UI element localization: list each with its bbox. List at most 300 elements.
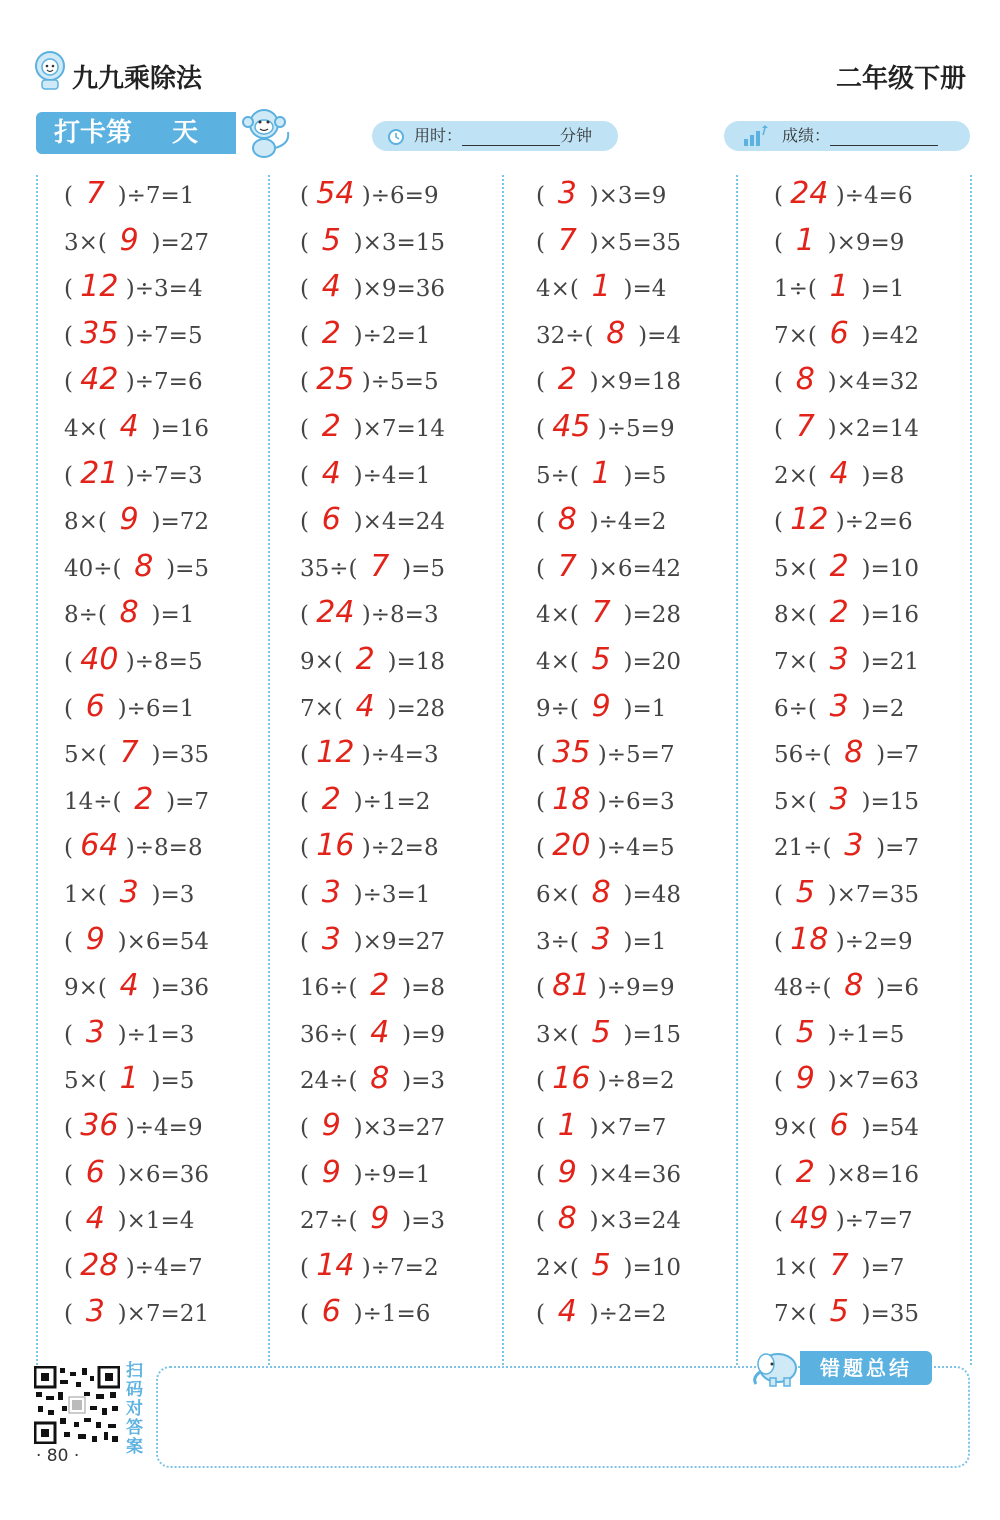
- problem-prefix: 21÷(: [774, 835, 839, 862]
- answer-blank[interactable]: 4: [321, 269, 341, 305]
- problem-prefix: (: [300, 462, 317, 489]
- problem-item: [774, 358, 919, 402]
- problem-item: [536, 545, 681, 589]
- problem-prefix: 3×(: [536, 1021, 587, 1048]
- problem-prefix: (: [64, 183, 81, 209]
- problem-suffix: )÷2=1: [346, 322, 431, 349]
- answer-blank[interactable]: 25: [316, 362, 355, 398]
- time-blank[interactable]: [462, 127, 560, 146]
- problem-suffix: )×7=63: [820, 1068, 920, 1095]
- answer-blank[interactable]: 8: [557, 1201, 577, 1237]
- problem-suffix: )=4: [616, 276, 667, 303]
- answer-blank[interactable]: 8: [606, 315, 626, 351]
- problem-item: [300, 1057, 445, 1101]
- problem-prefix: 24÷(: [300, 1068, 365, 1095]
- problem-suffix: )=42: [854, 322, 920, 349]
- problem-prefix: (: [64, 322, 81, 349]
- problem-suffix: )÷5=7: [590, 742, 675, 769]
- column-divider: [736, 175, 738, 1365]
- problem-prefix: (: [774, 183, 791, 209]
- problem-item: [536, 1290, 666, 1334]
- problem-suffix: )×9=18: [582, 369, 682, 396]
- answer-blank[interactable]: 7: [557, 222, 577, 258]
- answer-blank[interactable]: 2: [829, 548, 849, 584]
- problem-item: [64, 452, 203, 496]
- problem-suffix: )×3=27: [346, 1115, 446, 1141]
- lion-logo-icon: [32, 50, 68, 90]
- answer-blank[interactable]: 5: [591, 1014, 611, 1050]
- problem-item: [300, 731, 439, 775]
- problem-suffix: )=7: [854, 1254, 905, 1281]
- problem-suffix: )×3=15: [346, 229, 446, 256]
- problem-prefix: (: [300, 742, 317, 769]
- answer-blank[interactable]: 18: [552, 781, 591, 817]
- qr-code-icon[interactable]: [34, 1366, 120, 1444]
- answer-blank[interactable]: 14: [316, 1247, 355, 1283]
- problem-item: [64, 545, 209, 589]
- problem-prefix: 7×(: [774, 649, 825, 675]
- problem-prefix: (: [536, 835, 553, 862]
- problem-suffix: )×3=9: [582, 183, 667, 209]
- problem-prefix: 8×(: [774, 602, 825, 629]
- score-blank[interactable]: [830, 127, 938, 146]
- answer-blank[interactable]: 20: [552, 828, 591, 864]
- answer-blank[interactable]: 3: [591, 921, 611, 957]
- problem-prefix: (: [300, 602, 317, 629]
- answer-blank[interactable]: 7: [557, 548, 577, 584]
- problem-suffix: )=28: [380, 695, 446, 722]
- answer-blank[interactable]: 8: [370, 1061, 390, 1097]
- problem-suffix: )÷1=5: [820, 1021, 905, 1048]
- problem-item: [300, 638, 445, 682]
- problem-prefix: (: [300, 229, 317, 256]
- answer-blank[interactable]: 16: [316, 828, 355, 864]
- problem-prefix: (: [64, 1161, 81, 1188]
- problem-item: [536, 824, 675, 868]
- problem-item: [300, 312, 430, 356]
- problem-suffix: )÷2=2: [582, 1301, 667, 1328]
- answer-blank[interactable]: 7: [795, 409, 815, 444]
- problem-suffix: )=7: [868, 835, 920, 862]
- answer-blank[interactable]: 7: [591, 595, 611, 631]
- answer-blank[interactable]: 1: [591, 269, 611, 305]
- problem-suffix: )×9=27: [346, 928, 446, 955]
- problem-suffix: )÷4=1: [346, 462, 431, 489]
- problem-suffix: )=8: [854, 462, 905, 489]
- answer-blank[interactable]: 1: [119, 1061, 139, 1097]
- problem-prefix: (: [64, 1115, 81, 1141]
- answer-blank[interactable]: 6: [829, 315, 849, 351]
- answer-blank[interactable]: 2: [557, 362, 577, 398]
- answer-blank[interactable]: 54: [316, 176, 355, 211]
- problem-suffix: )×7=7: [582, 1115, 667, 1141]
- check-in-banner: [36, 112, 236, 154]
- problem-item: [64, 638, 203, 682]
- answer-blank[interactable]: 9: [591, 688, 611, 724]
- problem-prefix: 1÷(: [774, 276, 825, 303]
- answer-blank[interactable]: 4: [85, 1201, 105, 1237]
- problem-item: [536, 358, 681, 402]
- problem-item: [300, 172, 439, 216]
- answer-blank[interactable]: 1: [557, 1108, 577, 1143]
- problem-prefix: (: [64, 1301, 81, 1328]
- problem-item: [64, 1151, 209, 1195]
- answer-blank[interactable]: 4: [355, 688, 375, 724]
- problem-prefix: 4×(: [536, 649, 587, 675]
- answer-blank[interactable]: 6: [829, 1108, 849, 1143]
- problem-item: [300, 1244, 439, 1288]
- problem-item: [64, 1290, 209, 1334]
- answer-blank[interactable]: 2: [829, 595, 849, 631]
- problem-suffix: )=5: [144, 1068, 195, 1095]
- problem-suffix: )÷6=9: [354, 183, 439, 209]
- problem-item: [774, 1244, 904, 1288]
- answer-blank[interactable]: 3: [321, 921, 341, 957]
- answer-blank[interactable]: 5: [795, 1014, 815, 1050]
- problem-prefix: 5×(: [774, 788, 825, 815]
- problem-item: [64, 172, 194, 216]
- problem-suffix: )÷1=3: [110, 1021, 195, 1048]
- answer-blank[interactable]: 24: [316, 595, 355, 631]
- problem-item: [300, 1197, 445, 1241]
- clock-icon: [386, 126, 406, 146]
- problem-item: [536, 638, 681, 682]
- answer-blank[interactable]: 40: [80, 642, 119, 677]
- answer-blank[interactable]: 12: [80, 269, 119, 305]
- answer-blank[interactable]: 9: [85, 921, 105, 957]
- problem-prefix: 8×(: [64, 509, 115, 536]
- answer-blank[interactable]: 4: [370, 1014, 390, 1050]
- problem-item: [774, 1104, 919, 1148]
- problem-prefix: 9×(: [300, 649, 351, 675]
- problem-suffix: )÷3=1: [346, 882, 431, 908]
- problem-prefix: (: [64, 835, 81, 862]
- problem-item: [536, 1197, 681, 1241]
- problem-suffix: )=2: [854, 695, 905, 722]
- answer-blank[interactable]: 9: [557, 1154, 577, 1190]
- answer-blank[interactable]: 5: [829, 1294, 849, 1330]
- answer-blank[interactable]: 5: [591, 642, 611, 677]
- problem-suffix: )=15: [616, 1021, 682, 1048]
- problem-item: [774, 1197, 913, 1241]
- problem-item: [774, 312, 919, 356]
- problem-item: [774, 871, 919, 915]
- problem-suffix: )=1: [854, 276, 905, 303]
- problem-item: [64, 918, 209, 962]
- answer-blank[interactable]: 3: [829, 642, 849, 677]
- problem-suffix: )÷5=5: [354, 369, 439, 396]
- problem-suffix: )×8=16: [820, 1161, 920, 1188]
- problem-suffix: )=9: [394, 1021, 446, 1048]
- answer-blank[interactable]: 4: [557, 1294, 577, 1330]
- problem-prefix: (: [774, 928, 791, 955]
- problem-prefix: (: [300, 183, 317, 209]
- answer-blank[interactable]: 3: [844, 828, 864, 864]
- problem-suffix: )÷8=8: [118, 835, 203, 862]
- answer-blank[interactable]: 1: [829, 269, 849, 305]
- problem-prefix: (: [774, 416, 791, 442]
- answer-blank[interactable]: 6: [321, 1294, 341, 1330]
- answer-blank[interactable]: 3: [85, 1294, 105, 1330]
- answer-blank[interactable]: 2: [321, 781, 341, 817]
- problem-prefix: 5×(: [64, 1068, 115, 1095]
- answer-blank[interactable]: 8: [844, 735, 864, 771]
- time-field[interactable]: [372, 121, 618, 151]
- answer-blank[interactable]: 9: [119, 222, 139, 258]
- problem-prefix: 6×(: [536, 882, 587, 908]
- answer-blank[interactable]: 8: [119, 595, 139, 631]
- problem-suffix: )÷7=3: [118, 462, 203, 489]
- answer-blank[interactable]: 9: [321, 1154, 341, 1190]
- answer-blank[interactable]: 81: [552, 968, 591, 1004]
- problem-item: [536, 1151, 681, 1195]
- answer-blank[interactable]: 28: [80, 1247, 119, 1283]
- problem-suffix: )=54: [854, 1115, 920, 1141]
- problem-item: [300, 964, 445, 1008]
- answer-blank[interactable]: 7: [370, 548, 390, 584]
- problem-suffix: )=1: [616, 928, 667, 955]
- problem-prefix: (: [536, 1068, 553, 1095]
- answer-blank[interactable]: 6: [85, 1154, 105, 1190]
- answer-blank[interactable]: 2: [355, 642, 375, 677]
- problem-prefix: (: [536, 369, 553, 396]
- answer-blank[interactable]: 3: [829, 781, 849, 817]
- answer-blank[interactable]: 8: [795, 362, 815, 398]
- problem-item: [774, 265, 904, 309]
- answer-blank[interactable]: 2: [370, 968, 390, 1004]
- problem-suffix: )=18: [380, 649, 446, 675]
- problem-item: [64, 871, 194, 915]
- problem-suffix: )÷3=4: [118, 276, 203, 303]
- problem-prefix: 40÷(: [64, 555, 129, 582]
- answer-blank[interactable]: 2: [134, 781, 154, 817]
- problem-suffix: )÷8=2: [590, 1068, 675, 1095]
- score-label: 成绩：: [782, 126, 831, 145]
- answer-blank[interactable]: 2: [795, 1154, 815, 1190]
- problem-item: [64, 1104, 203, 1148]
- problem-item: [64, 964, 209, 1008]
- problem-suffix: )÷7=6: [118, 369, 203, 396]
- answer-blank[interactable]: 3: [119, 875, 139, 910]
- problem-prefix: (: [300, 509, 317, 536]
- answer-blank[interactable]: 4: [119, 409, 139, 444]
- problem-item: [774, 685, 904, 729]
- problem-suffix: )=3: [144, 882, 195, 908]
- check-in-label: 打卡第: [54, 118, 133, 148]
- problem-item: [774, 1290, 919, 1334]
- problem-suffix: )×4=24: [346, 509, 446, 536]
- answer-blank[interactable]: 3: [557, 176, 577, 211]
- problem-item: [300, 1151, 430, 1195]
- problem-item: [300, 219, 445, 263]
- answer-blank[interactable]: 7: [85, 176, 105, 211]
- problem-prefix: (: [536, 1115, 553, 1141]
- problem-prefix: (: [536, 975, 553, 1002]
- problem-prefix: (: [536, 555, 553, 582]
- answer-blank[interactable]: 5: [591, 1247, 611, 1283]
- problem-suffix: )=7: [868, 742, 920, 769]
- problem-suffix: )×5=35: [582, 229, 682, 256]
- answer-blank[interactable]: 42: [80, 362, 119, 398]
- problem-suffix: )×4=36: [582, 1161, 682, 1188]
- problem-prefix: 35÷(: [300, 555, 365, 582]
- problem-suffix: )=7: [158, 788, 210, 815]
- problem-suffix: )×4=32: [820, 369, 920, 396]
- problem-item: [774, 824, 919, 868]
- answer-blank[interactable]: 9: [321, 1108, 341, 1143]
- answer-blank[interactable]: 9: [795, 1061, 815, 1097]
- answer-blank[interactable]: 1: [591, 455, 611, 491]
- answer-blank[interactable]: 5: [795, 875, 815, 910]
- problem-suffix: )÷1=6: [346, 1301, 431, 1328]
- problem-item: [774, 731, 919, 775]
- problem-item: [300, 498, 445, 542]
- answer-blank[interactable]: 6: [321, 502, 341, 538]
- answer-blank[interactable]: 12: [316, 735, 355, 771]
- answer-blank[interactable]: 45: [552, 409, 591, 444]
- problem-suffix: )=4: [630, 322, 682, 349]
- problem-suffix: )÷6=3: [590, 788, 675, 815]
- problem-item: [774, 219, 904, 263]
- problem-prefix: (: [536, 509, 553, 536]
- problem-suffix: )÷4=2: [582, 509, 667, 536]
- problem-prefix: 32÷(: [536, 322, 601, 349]
- problem-item: [300, 824, 439, 868]
- problem-item: [64, 824, 203, 868]
- problem-item: [300, 1290, 430, 1334]
- problem-prefix: 7×(: [774, 1301, 825, 1328]
- problem-prefix: 5÷(: [536, 462, 587, 489]
- problem-item: [300, 358, 439, 402]
- answer-blank[interactable]: 2: [321, 315, 341, 351]
- problem-item: [774, 452, 904, 496]
- answer-blank[interactable]: 8: [134, 548, 154, 584]
- problem-prefix: 7×(: [300, 695, 351, 722]
- problem-prefix: (: [64, 1254, 81, 1281]
- problem-suffix: )=5: [616, 462, 667, 489]
- answer-blank[interactable]: 3: [321, 875, 341, 910]
- problem-item: [300, 405, 445, 449]
- time-unit: 分钟: [560, 126, 593, 145]
- problem-prefix: 1×(: [64, 882, 115, 908]
- problem-suffix: )×6=54: [110, 928, 210, 955]
- problem-prefix: 36÷(: [300, 1021, 365, 1048]
- problem-item: [300, 871, 430, 915]
- answer-blank[interactable]: 64: [80, 828, 119, 864]
- answer-blank[interactable]: 21: [80, 455, 119, 491]
- problem-prefix: (: [536, 416, 553, 442]
- problem-prefix: (: [300, 835, 317, 862]
- problem-suffix: )=36: [144, 975, 210, 1002]
- answer-blank[interactable]: 49: [790, 1201, 829, 1237]
- answer-blank[interactable]: 6: [85, 688, 105, 724]
- problem-prefix: (: [64, 695, 81, 722]
- problem-item: [774, 778, 919, 822]
- problem-suffix: )=6: [868, 975, 920, 1002]
- answer-blank[interactable]: 3: [85, 1014, 105, 1050]
- problem-suffix: )=20: [616, 649, 682, 675]
- answer-blank[interactable]: 35: [552, 735, 591, 771]
- answer-blank[interactable]: 8: [557, 502, 577, 538]
- problem-item: [536, 1011, 681, 1055]
- problem-prefix: (: [774, 1208, 791, 1235]
- score-field[interactable]: [724, 121, 970, 151]
- problem-prefix: (: [64, 369, 81, 396]
- answer-blank[interactable]: 3: [829, 688, 849, 724]
- chart-icon: [742, 125, 770, 147]
- problem-suffix: )÷7=5: [118, 322, 203, 349]
- answer-blank[interactable]: 9: [119, 502, 139, 538]
- problem-prefix: (: [300, 276, 317, 303]
- problem-prefix: 27÷(: [300, 1208, 365, 1235]
- answer-blank[interactable]: 4: [119, 968, 139, 1004]
- problem-prefix: 5×(: [64, 742, 115, 769]
- answer-blank[interactable]: 8: [844, 968, 864, 1004]
- problem-suffix: )=16: [144, 416, 210, 442]
- problem-suffix: )÷8=3: [354, 602, 439, 629]
- problem-item: [536, 498, 666, 542]
- problem-item: [64, 591, 194, 635]
- problem-prefix: (: [300, 1254, 317, 1281]
- answer-blank[interactable]: 4: [321, 455, 341, 491]
- problem-suffix: )=10: [616, 1254, 682, 1281]
- answer-blank[interactable]: 8: [591, 875, 611, 910]
- problem-suffix: )×2=14: [820, 416, 920, 442]
- problem-item: [774, 545, 919, 589]
- answer-blank[interactable]: 36: [80, 1108, 119, 1143]
- problem-prefix: (: [300, 1161, 317, 1188]
- problem-item: [774, 591, 919, 635]
- problem-item: [536, 871, 681, 915]
- answer-blank[interactable]: 24: [790, 176, 829, 211]
- column-divider: [970, 175, 972, 1365]
- problem-item: [64, 405, 209, 449]
- problem-item: [536, 452, 666, 496]
- answer-blank[interactable]: 5: [321, 222, 341, 258]
- problem-item: [300, 545, 445, 589]
- problem-suffix: )=1: [144, 602, 195, 629]
- problem-item: [536, 591, 681, 635]
- answer-blank[interactable]: 12: [790, 502, 829, 538]
- problem-item: [300, 265, 445, 309]
- monkey-mascot-icon: [234, 104, 298, 160]
- problem-prefix: (: [774, 509, 791, 536]
- problem-suffix: )=35: [854, 1301, 920, 1328]
- problem-prefix: (: [300, 1301, 317, 1328]
- problem-item: [300, 1104, 445, 1148]
- problem-prefix: 14÷(: [64, 788, 129, 815]
- problem-suffix: )=5: [158, 555, 210, 582]
- answer-blank[interactable]: 35: [80, 315, 119, 351]
- book-title: 九九乘除法: [72, 64, 203, 94]
- problem-prefix: 7×(: [774, 322, 825, 349]
- answer-blank[interactable]: 18: [790, 921, 829, 957]
- problem-suffix: )÷4=7: [118, 1254, 203, 1281]
- answer-blank[interactable]: 2: [321, 409, 341, 444]
- answer-blank[interactable]: 1: [795, 222, 815, 258]
- answer-blank[interactable]: 16: [552, 1061, 591, 1097]
- problem-item: [774, 405, 919, 449]
- problem-suffix: )÷4=5: [590, 835, 675, 862]
- answer-blank[interactable]: 9: [370, 1201, 390, 1237]
- problem-item: [64, 1011, 194, 1055]
- page-number: · 80 ·: [36, 1446, 80, 1466]
- answer-blank[interactable]: 7: [119, 735, 139, 771]
- problem-item: [64, 731, 209, 775]
- answer-blank[interactable]: 7: [829, 1247, 849, 1283]
- answer-blank[interactable]: 4: [829, 455, 849, 491]
- problem-suffix: )=3: [394, 1208, 446, 1235]
